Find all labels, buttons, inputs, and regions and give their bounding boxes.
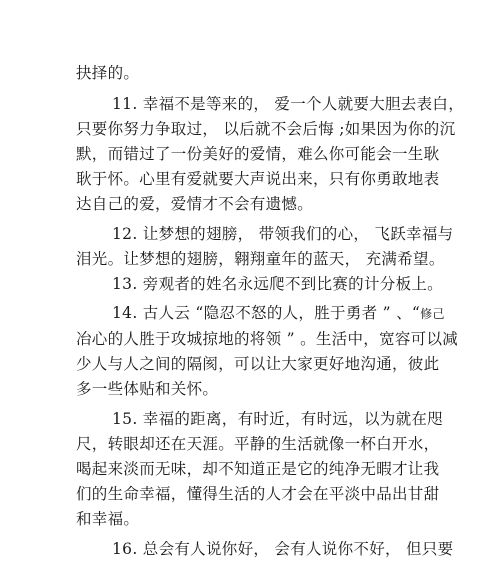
text-line: 抉择的。 bbox=[76, 64, 140, 82]
text-line: 15. 幸福的距离，有时近，有时远，以为就在咫 bbox=[112, 410, 443, 428]
text-line: 和幸福。 bbox=[76, 510, 140, 528]
text-line: 们的生命幸福，懂得生活的人才会在平淡中品出甘甜 bbox=[76, 485, 440, 503]
text-line: 16. 总会有人说你好， 会有人说你不好， 但只要 bbox=[112, 540, 454, 558]
text-line: 尺，转眼却还在天涯。平静的生活就像一杯白开水， bbox=[76, 435, 440, 453]
text-line: 少人与人之间的隔阂，可以让大家更好地沟通，彼此 bbox=[76, 355, 440, 373]
text-line: 14. 古人云 “隐忍不怒的人，胜于勇者 ” 、“修己 bbox=[112, 304, 445, 322]
text-line: 耿于怀。心里有爱就要大声说出来，只有你勇敢地表 bbox=[76, 170, 440, 188]
text-line: 冶心的人胜于攻城掠地的将领 ” 。生活中，宽容可以减 bbox=[76, 330, 459, 348]
text-line: 喝起来淡而无味，却不知道正是它的纯净无暇才让我 bbox=[76, 460, 440, 478]
text-line: 13. 旁观者的姓名永远爬不到比赛的计分板上。 bbox=[112, 275, 443, 293]
text-line: 只要你努力争取过， 以后就不会后悔 ;如果因为你的沉 bbox=[76, 120, 456, 138]
text-line: 12. 让梦想的翅膀， 带领我们的心， 飞跃幸福与 bbox=[112, 225, 454, 243]
text-line: 默，而错过了一份美好的爱情，难么你可能会一生耿 bbox=[76, 145, 440, 163]
text-line: 达自己的爱，爱情才不会有遗憾。 bbox=[76, 195, 314, 213]
text-line: 多一些体贴和关怀。 bbox=[76, 380, 219, 398]
text-line: 泪光。让梦想的翅膀，翱翔童年的蓝天， 充满希望。 bbox=[76, 250, 445, 268]
text-line: 11. 幸福不是等来的， 爱一个人就要大胆去表白， bbox=[112, 95, 465, 113]
